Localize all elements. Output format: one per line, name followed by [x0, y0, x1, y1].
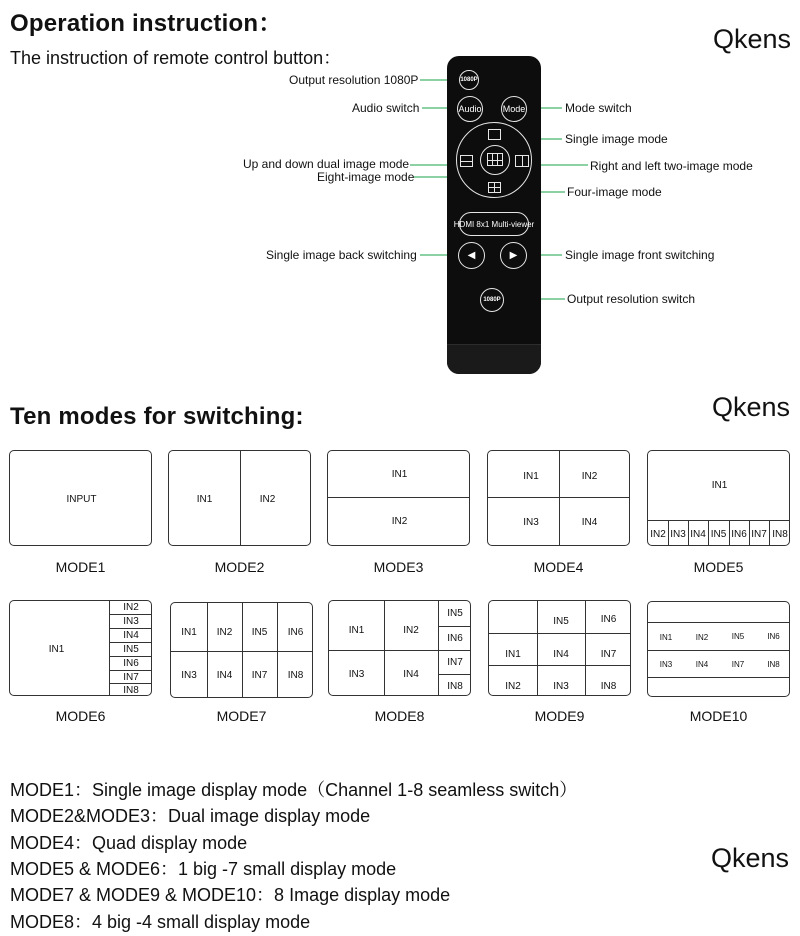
remote-model-label: HDMI 8x1 Multi-viewer: [459, 212, 529, 236]
mode5-cell: IN7: [751, 528, 767, 540]
mode7-cell: IN7: [251, 670, 268, 681]
mode4-cell: IN1: [523, 470, 539, 482]
mode6-cell: IN7: [123, 671, 139, 683]
eight-image-button[interactable]: [480, 145, 510, 175]
remote-bottom-band: [447, 344, 541, 374]
mode8-cell: IN7: [447, 657, 463, 668]
callout-output-res-switch: Output resolution switch: [567, 292, 696, 306]
up-down-dual-icon[interactable]: [460, 155, 473, 167]
mode5-cell: IN8: [772, 528, 788, 540]
mode7-cell: IN5: [251, 626, 268, 638]
mode4-label: MODE4: [533, 559, 584, 575]
mode9-cell: IN8: [600, 680, 617, 692]
mode9-label: MODE9: [534, 708, 585, 724]
mode5-cell: IN1: [711, 480, 728, 491]
mode10-cell: IN3: [659, 659, 673, 669]
mode10-cell: IN4: [695, 659, 709, 669]
mode5-cell: IN3: [670, 528, 686, 540]
description-line: MODE5 & MODE6：1 big -7 small display mode: [10, 859, 397, 879]
mode6-cell: IN5: [123, 644, 139, 655]
mode5-cell: IN5: [710, 528, 727, 540]
remote-prev-button[interactable]: ◀: [458, 242, 485, 269]
callout-lines: [0, 0, 800, 400]
mode3-cell: IN2: [391, 515, 408, 527]
mode10-cell: IN1: [659, 632, 673, 642]
mode8-cell: IN2: [403, 624, 419, 636]
description-line: MODE4：Quad display mode: [10, 833, 248, 853]
mode10-hdivider: [648, 677, 790, 678]
remote-mode-button[interactable]: Mode: [501, 96, 527, 122]
modes-section-title: Ten modes for switching:: [10, 403, 304, 430]
page-subtitle: The instruction of remote control button：: [10, 48, 342, 68]
remote-control: [447, 56, 541, 374]
callout-eight-image: Eight-image mode: [317, 170, 415, 184]
mode8-cell: IN4: [403, 668, 419, 680]
mode10-cell: IN8: [767, 659, 780, 669]
callout-single-back: Single image back switching: [266, 248, 417, 262]
single-image-icon[interactable]: [488, 129, 501, 140]
mode7-cell: IN6: [287, 626, 304, 638]
eight-image-icon: [487, 153, 503, 166]
mode1-label: MODE1: [55, 559, 106, 575]
mode7-cell: IN4: [216, 670, 233, 681]
mode5-label: MODE5: [693, 559, 744, 575]
mode4-cell: IN3: [523, 516, 539, 528]
brand-watermark-bottom: Qkens: [711, 843, 790, 873]
mode1-diagram: [9, 450, 152, 546]
mode4-cell: IN2: [581, 470, 598, 482]
description-line: MODE2&MODE3：Dual image display mode: [10, 806, 371, 826]
callout-output-resolution-1080p: Output resolution 1080P: [289, 73, 419, 87]
callout-single-image-mode: Single image mode: [565, 132, 668, 146]
mode1-cell: INPUT: [66, 493, 97, 505]
mode4-diagram: [487, 450, 630, 546]
mode5-cell: IN2: [650, 528, 666, 540]
callout-up-down-dual: Up and down dual image mode: [243, 157, 410, 171]
remote-audio-button[interactable]: Audio: [457, 96, 483, 122]
mode3-cell: IN1: [391, 468, 408, 480]
remote-mode-dpad[interactable]: [456, 122, 532, 198]
mode7-diagram: [170, 602, 313, 698]
callout-right-left-two: Right and left two-image mode: [590, 159, 753, 173]
page-title: Operation instruction：: [10, 10, 283, 37]
callout-four-image: Four-image mode: [567, 185, 662, 199]
mode3-label: MODE3: [373, 559, 424, 575]
mode8-label: MODE8: [374, 708, 425, 724]
mode4-cell: IN4: [581, 516, 598, 528]
mode2-diagram: [168, 450, 311, 546]
mode9-cell: IN6: [600, 614, 617, 625]
mode9-cell: IN5: [553, 615, 569, 627]
mode6-diagram: [9, 600, 152, 696]
mode7-cell: IN2: [216, 626, 233, 638]
mode3-diagram: [327, 450, 470, 546]
mode10-label: MODE10: [689, 708, 748, 724]
right-left-two-icon[interactable]: [515, 155, 529, 167]
mode10-diagram: [647, 601, 790, 697]
description-line: MODE7 & MODE9 & MODE10：8 Image display mode: [10, 885, 451, 905]
mode10-cell: IN2: [695, 632, 709, 642]
mode5-diagram: [647, 450, 790, 546]
mode6-cell: IN4: [123, 630, 139, 641]
brand-watermark-top: Qkens: [713, 24, 792, 54]
mode2-cell: IN2: [259, 493, 276, 505]
mode9-cell: IN4: [553, 648, 569, 660]
mode8-cell: IN1: [348, 624, 365, 636]
mode8-diagram: [328, 600, 471, 696]
mode9-cell: IN2: [505, 680, 521, 692]
mode6-cell: IN6: [123, 658, 139, 669]
remote-next-button[interactable]: ▶: [500, 242, 527, 269]
mode10-cell: IN6: [767, 631, 780, 641]
mode6-cell: IN3: [123, 616, 139, 627]
mode5-cell: IN6: [731, 528, 747, 540]
mode7-cell: IN1: [181, 626, 197, 638]
description-line: MODE8：4 big -4 small display mode: [10, 912, 311, 932]
mode9-cell: IN7: [600, 648, 617, 660]
mode7-label: MODE7: [216, 708, 267, 724]
mode8-cell: IN3: [348, 668, 365, 680]
mode9-cell: IN3: [553, 680, 569, 692]
brand-watermark-middle: Qkens: [712, 392, 791, 422]
remote-1080p-button[interactable]: 1080P: [459, 70, 479, 90]
four-image-icon[interactable]: [488, 182, 501, 193]
mode7-cell: IN8: [287, 670, 304, 681]
callout-mode-switch: Mode switch: [565, 101, 632, 115]
mode7-cell: IN3: [181, 670, 197, 681]
mode10-cell: IN5: [731, 631, 745, 641]
mode8-cell: IN5: [447, 608, 463, 619]
description-line: MODE1：Single image display mode（Channel 1-8 seamless switch）: [10, 780, 578, 800]
mode6-label: MODE6: [55, 708, 106, 724]
callout-single-front: Single image front switching: [565, 248, 715, 262]
mode6-cell: IN8: [123, 685, 139, 696]
callout-audio-switch: Audio switch: [352, 101, 420, 115]
mode10-cell: IN7: [731, 659, 745, 669]
mode2-label: MODE2: [214, 559, 265, 575]
mode8-cell: IN6: [447, 633, 463, 644]
mode9-cell: IN1: [505, 648, 521, 660]
mode9-diagram: [488, 600, 631, 696]
remote-resolution-button[interactable]: 1080P: [480, 288, 504, 312]
mode5-cell: IN4: [690, 528, 706, 540]
mode8-cell: IN8: [447, 680, 463, 692]
mode2-cell: IN1: [196, 493, 213, 505]
mode6-cell: IN1: [48, 643, 65, 655]
mode6-cell: IN2: [123, 602, 139, 613]
